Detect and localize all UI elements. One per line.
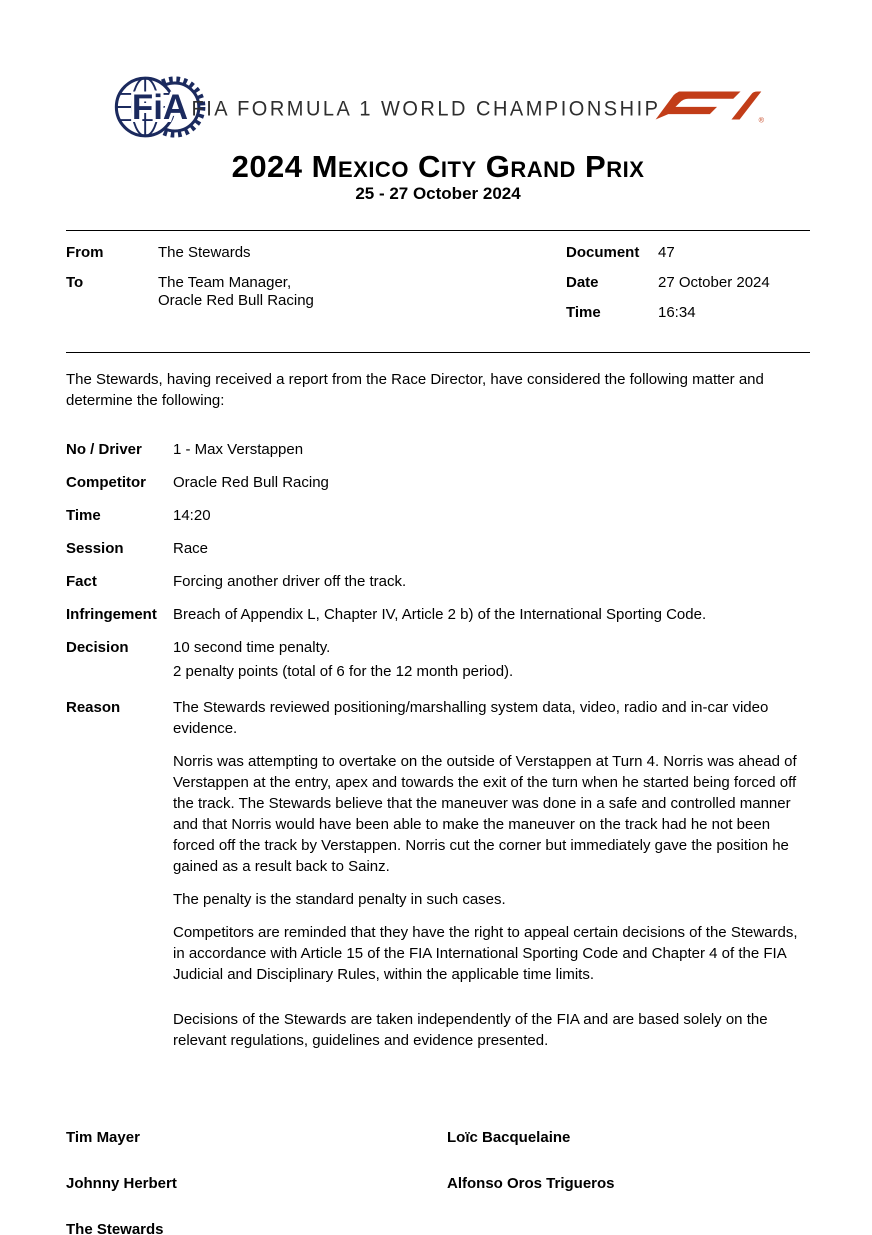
decision-line-1: 10 second time penalty. bbox=[173, 639, 331, 656]
date-value: 27 October 2024 bbox=[658, 274, 770, 291]
field-competitor: Competitor Oracle Red Bull Racing bbox=[66, 474, 329, 491]
date-row bbox=[566, 274, 810, 292]
signatures-block bbox=[66, 1129, 810, 1235]
field-no-driver: No / Driver 1 - Max Verstappen bbox=[66, 441, 304, 458]
event-dates: 25 - 27 October 2024 bbox=[355, 184, 521, 203]
field-reason: Reason The Stewards reviewed positioning/marshalling system data, video, radio and in-car video evidence. Norris was attempting to overtake on the outside of Verstappen at Turn 4. Norris was ahead of Verstappen at the entry, apex and towards the exit of the turn when he started being forced off the track. The Stewards believe that the maneuver was done in a safe and controlled manner and that Norris would have been able to make the maneuver on the track had he not been forced off the track by Verstappen. Norris cut the corner but immediately gave the position he gained as a result back to Sainz. The penalty is the standard penalty in such cases. Competitors are reminded that they have the right to appeal certain decisions of the Stewards, in accordance with Article 15 of the FIA International Sporting Code and Chapter 4 of the FIA Judicial and Disciplinary Rules, within the applicable time limits. Decisions of the Stewards are taken independently of the FIA and are based solely on the relevant regulations, guidelines and evidence presented. bbox=[66, 699, 798, 1049]
field-session: Session Race bbox=[66, 540, 209, 557]
to-value: The Team Manager, Oracle Red Bull Racing bbox=[158, 274, 314, 309]
from-label: From bbox=[66, 244, 104, 261]
steward-name-1: Tim Mayer bbox=[66, 1129, 140, 1146]
svg-text:FiA: FiA bbox=[131, 88, 189, 128]
field-time: Time 14:20 bbox=[66, 507, 211, 524]
time-label: Time bbox=[566, 304, 601, 321]
reason-paragraph-3: The penalty is the standard penalty in such cases. bbox=[173, 891, 506, 908]
date-label: Date bbox=[566, 274, 599, 291]
steward-name-3: Johnny Herbert bbox=[66, 1175, 177, 1192]
time-value: 16:34 bbox=[658, 304, 696, 321]
reason-paragraph-2: Norris was attempting to overtake on the outside of Verstappen at Turn 4. Norris was ahead of Verstappen at the entry, apex and towards the exit of the turn when he started being forced off the track. The Stewards believe that the maneuver was done in a safe and controlled manner and that Norris would have been able to make the maneuver on the track had he not been forced off the track by Verstappen. Norris cut the corner but immediately gave the position he gained as a result back to Sainz. bbox=[173, 753, 797, 875]
to-label: To bbox=[66, 274, 84, 291]
to-row bbox=[66, 274, 486, 310]
case-fields bbox=[66, 439, 810, 1051]
document-row bbox=[566, 244, 810, 262]
page-title: 2024 Mexico City Grand Prix bbox=[231, 149, 645, 184]
field-infringement: Infringement Breach of Appendix L, Chapter IV, Article 2 b) of the International Sporting Code. bbox=[66, 606, 707, 623]
reason-paragraph-4: Competitors are reminded that they have the right to appeal certain decisions of the Stewards, in accordance with Article 15 of the FIA International Sporting Code and Chapter 4 of the FIA Judicial and Disciplinary Rules, within the applicable time limits. bbox=[173, 924, 798, 983]
reason-paragraph-1: The Stewards reviewed positioning/marshalling system data, video, radio and in-car video evidence. bbox=[173, 699, 769, 737]
field-fact: Fact Forcing another driver off the track. bbox=[66, 573, 407, 590]
from-row bbox=[66, 244, 486, 262]
from-value: The Stewards bbox=[158, 244, 251, 261]
meta-block bbox=[66, 231, 810, 352]
document-label: Document bbox=[566, 244, 640, 261]
championship-title: FIA FORMULA 1 WORLD CHAMPIONSHIP bbox=[191, 97, 661, 121]
registered-mark: ® bbox=[758, 115, 764, 125]
divider-bottom bbox=[66, 352, 810, 353]
steward-name-4: Alfonso Oros Trigueros bbox=[447, 1175, 615, 1192]
steward-name-2: Loïc Bacquelaine bbox=[447, 1129, 571, 1146]
decision-line-2: 2 penalty points (total of 6 for the 12 month period). bbox=[173, 663, 514, 680]
time-row bbox=[566, 304, 810, 322]
reason-paragraph-5: Decisions of the Stewards are taken independently of the FIA and are based solely on the relevant regulations, guidelines and evidence presented. bbox=[173, 1011, 768, 1049]
document-number: 47 bbox=[658, 244, 675, 261]
f1-logo bbox=[652, 82, 764, 130]
field-decision: Decision 10 second time penalty. 2 penalty points (total of 6 for the 12 month period). bbox=[66, 637, 810, 685]
signature-footer: The Stewards bbox=[66, 1221, 164, 1235]
intro-paragraph: The Stewards, having received a report from the Race Director, have considered the following matter and determine the following: bbox=[66, 371, 764, 409]
f1-f-shape bbox=[656, 92, 741, 120]
